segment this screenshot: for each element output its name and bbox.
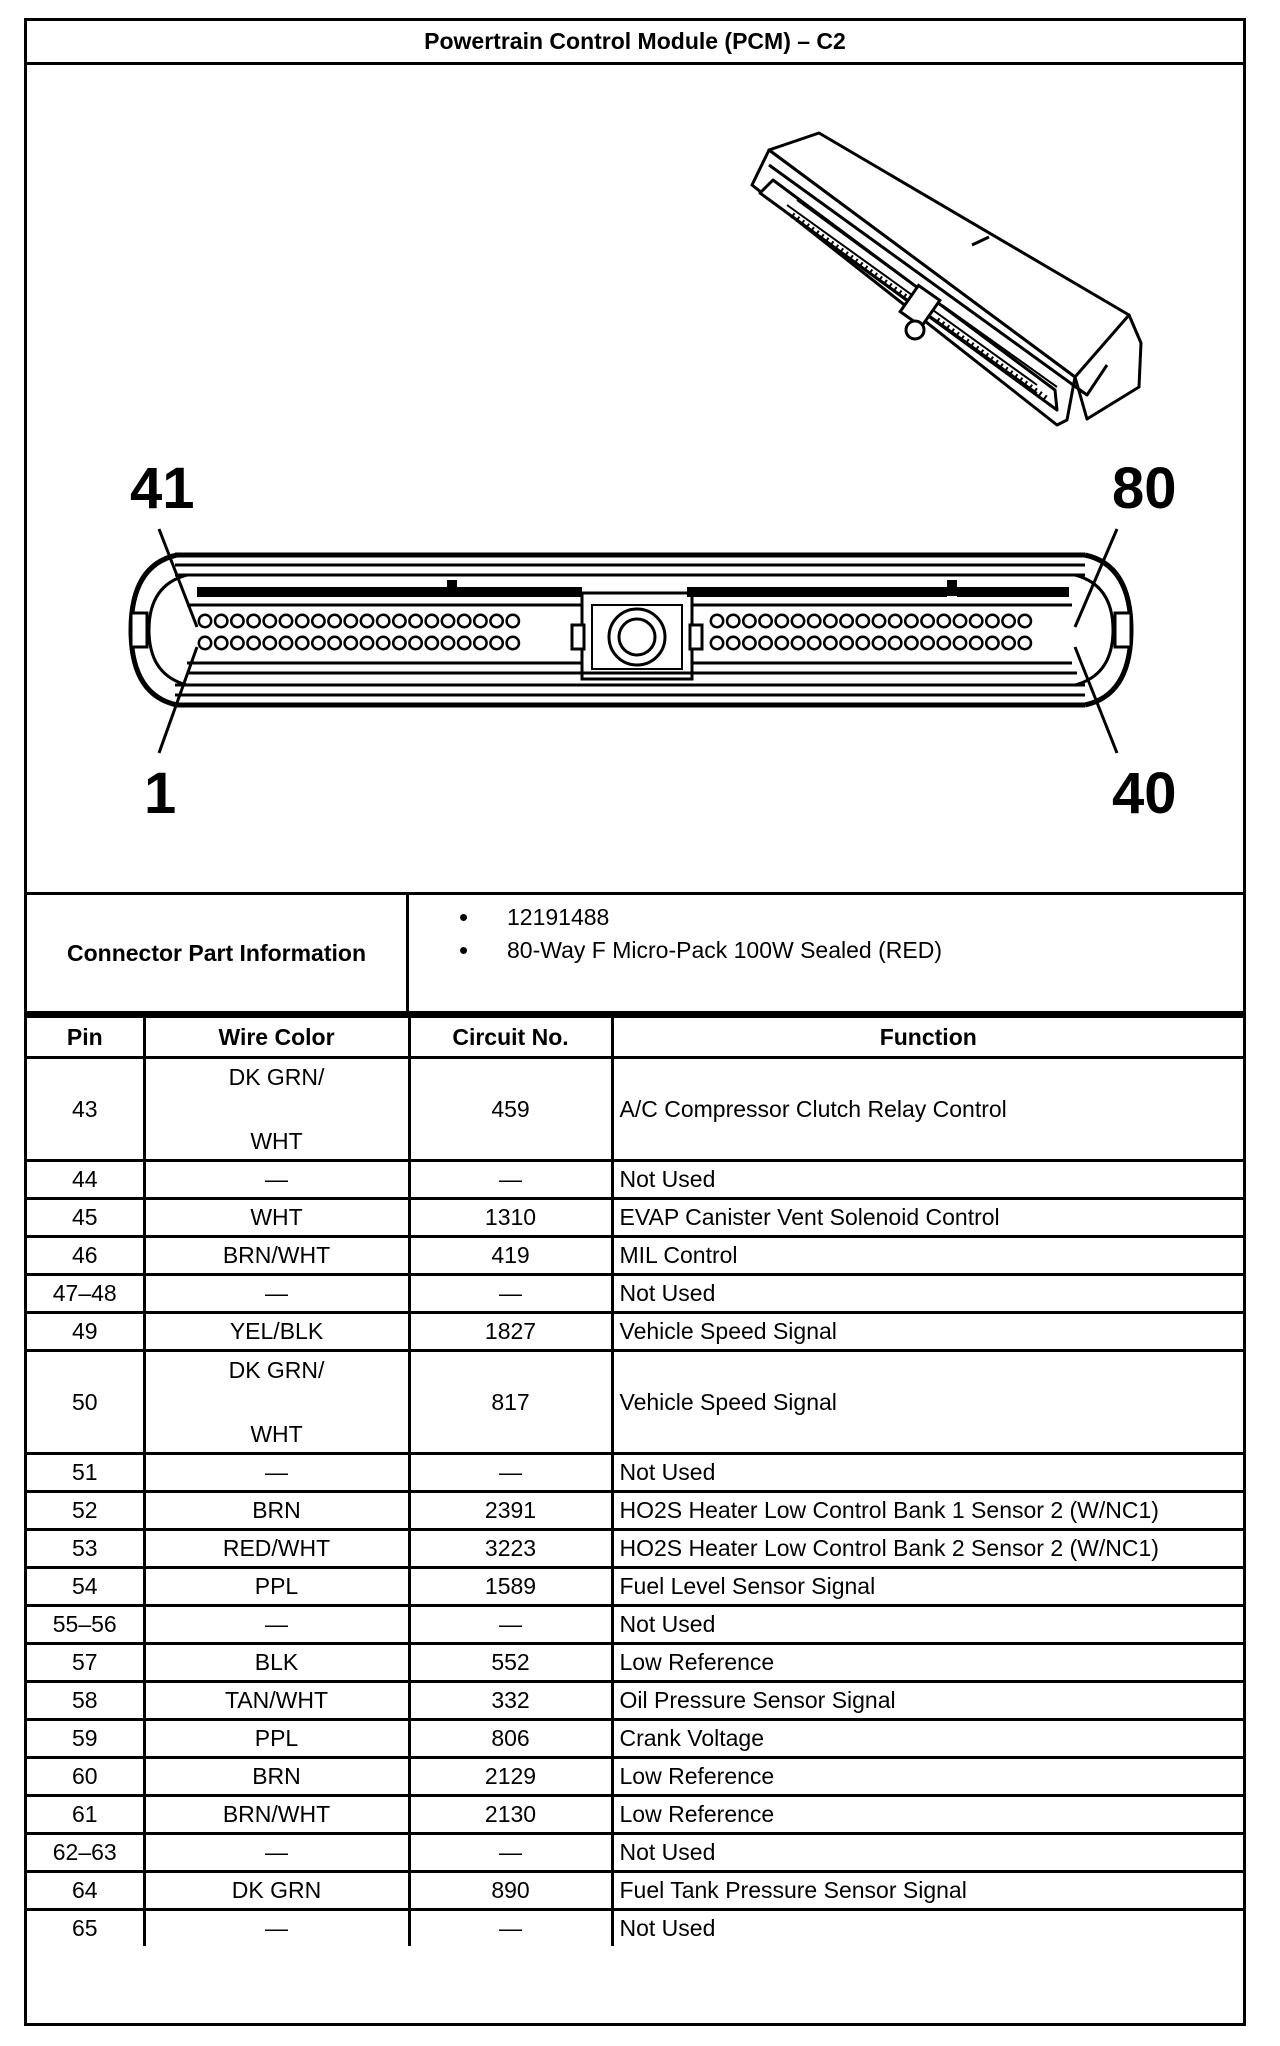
- pin-hole: [507, 637, 519, 649]
- pin-hole: [312, 615, 324, 627]
- pin-hole: [759, 637, 771, 649]
- pin-hole: [345, 637, 357, 649]
- pin-hole: [474, 615, 486, 627]
- table-header-row: [27, 1017, 1243, 1058]
- table-row: [27, 1275, 1243, 1313]
- pin-hole: [215, 637, 227, 649]
- pin-hole: [377, 615, 389, 627]
- pin-hole: [199, 637, 211, 649]
- circuit-cell: 1589: [409, 1568, 612, 1606]
- pin-hole: [199, 615, 211, 627]
- connector-face-drawing: [27, 65, 1249, 895]
- pin-cell: 47–48: [27, 1275, 144, 1313]
- function-cell: Crank Voltage: [612, 1720, 1243, 1758]
- pin-hole: [231, 637, 243, 649]
- wire-color-cell: BRN: [144, 1492, 409, 1530]
- pin-hole: [986, 615, 998, 627]
- function-cell: Low Reference: [612, 1644, 1243, 1682]
- pin-hole: [409, 615, 421, 627]
- pin-hole: [743, 615, 755, 627]
- wire-color-cell: DK GRN: [144, 1872, 409, 1910]
- table-row: [27, 1568, 1243, 1606]
- pin-hole: [808, 637, 820, 649]
- function-cell: Fuel Level Sensor Signal: [612, 1568, 1243, 1606]
- pin-hole: [938, 637, 950, 649]
- pin-hole: [905, 637, 917, 649]
- pin-hole: [442, 615, 454, 627]
- pin-hole: [215, 615, 227, 627]
- function-cell: HO2S Heater Low Control Bank 1 Sensor 2 (W/NC1): [612, 1492, 1243, 1530]
- pin-hole: [426, 615, 438, 627]
- circuit-cell: 2130: [409, 1796, 612, 1834]
- wire-color-cell: —: [144, 1161, 409, 1199]
- pin-cell: 64: [27, 1872, 144, 1910]
- circuit-cell: 817: [409, 1351, 612, 1454]
- wire-color-cell: WHT: [144, 1199, 409, 1237]
- pin-hole: [986, 637, 998, 649]
- function-cell: Not Used: [612, 1454, 1243, 1492]
- pin-hole: [921, 637, 933, 649]
- pin-hole: [840, 615, 852, 627]
- table-row: [27, 1351, 1243, 1454]
- function-cell: Low Reference: [612, 1796, 1243, 1834]
- pin-cell: 61: [27, 1796, 144, 1834]
- pin-hole: [776, 615, 788, 627]
- page-title: Powertrain Control Module (PCM) – C2: [27, 21, 1243, 65]
- pin-hole: [426, 637, 438, 649]
- pin-hole: [247, 637, 259, 649]
- pin-cell: 46: [27, 1237, 144, 1275]
- circuit-cell: 3223: [409, 1530, 612, 1568]
- pin-hole: [921, 615, 933, 627]
- header-function: Function: [612, 1017, 1243, 1058]
- circuit-cell: 890: [409, 1872, 612, 1910]
- pin-hole: [711, 615, 723, 627]
- pin-hole: [280, 637, 292, 649]
- pin-cell: 45: [27, 1199, 144, 1237]
- wire-color-cell: —: [144, 1275, 409, 1313]
- pin-hole: [970, 637, 982, 649]
- wire-color-cell: RED/WHT: [144, 1530, 409, 1568]
- pin-hole: [954, 637, 966, 649]
- pin-hole: [792, 615, 804, 627]
- pin-hole: [889, 615, 901, 627]
- pin-hole: [711, 637, 723, 649]
- pin-cell: 55–56: [27, 1606, 144, 1644]
- pin-hole: [231, 615, 243, 627]
- function-cell: Vehicle Speed Signal: [612, 1351, 1243, 1454]
- pin-cell: 65: [27, 1910, 144, 1947]
- function-cell: Not Used: [612, 1834, 1243, 1872]
- wire-color-cell: —: [144, 1606, 409, 1644]
- connector-info-list: [409, 901, 1243, 967]
- function-cell: Low Reference: [612, 1758, 1243, 1796]
- pin-hole: [280, 615, 292, 627]
- connector-info-label: Connector Part Information: [27, 895, 409, 1011]
- pin-cell: 54: [27, 1568, 144, 1606]
- wire-color-cell: —: [144, 1910, 409, 1947]
- wire-color-line-1: DK GRN/: [228, 1063, 325, 1090]
- table-row: [27, 1644, 1243, 1682]
- connector-part-number: • 12191488: [409, 901, 1243, 934]
- table-row: [27, 1237, 1243, 1275]
- table-row: [27, 1606, 1243, 1644]
- wire-color-cell: PPL: [144, 1720, 409, 1758]
- pin-hole: [1002, 615, 1014, 627]
- header-wire-color: Wire Color: [144, 1017, 409, 1058]
- wire-color-cell: YEL/BLK: [144, 1313, 409, 1351]
- circuit-cell: 1310: [409, 1199, 612, 1237]
- circuit-cell: 1827: [409, 1313, 612, 1351]
- pin-hole: [361, 615, 373, 627]
- table-row: [27, 1758, 1243, 1796]
- table-row: [27, 1161, 1243, 1199]
- table-row: [27, 1834, 1243, 1872]
- pin-hole: [264, 637, 276, 649]
- wire-color-cell: [144, 1058, 409, 1161]
- wire-color-cell: BRN: [144, 1758, 409, 1796]
- table-row: [27, 1199, 1243, 1237]
- circuit-cell: 2391: [409, 1492, 612, 1530]
- circuit-cell: 2129: [409, 1758, 612, 1796]
- pin-hole: [840, 637, 852, 649]
- circuit-cell: —: [409, 1606, 612, 1644]
- function-cell: Not Used: [612, 1275, 1243, 1313]
- circuit-cell: 332: [409, 1682, 612, 1720]
- wire-color-cell: PPL: [144, 1568, 409, 1606]
- function-cell: EVAP Canister Vent Solenoid Control: [612, 1199, 1243, 1237]
- header-pin: Pin: [27, 1017, 144, 1058]
- pin-hole: [393, 637, 405, 649]
- pin-hole: [312, 637, 324, 649]
- pin-cell: 60: [27, 1758, 144, 1796]
- pin-cell: 43: [27, 1058, 144, 1161]
- wire-color-cell: —: [144, 1454, 409, 1492]
- pin-hole: [264, 615, 276, 627]
- wire-color-line-2: WHT: [250, 1128, 303, 1154]
- pin-hole: [328, 637, 340, 649]
- wire-color-cell: [144, 1351, 409, 1454]
- pin-cell: 57: [27, 1644, 144, 1682]
- pin-hole: [1019, 637, 1031, 649]
- pin-cell: 50: [27, 1351, 144, 1454]
- pin-hole: [759, 615, 771, 627]
- table-row: [27, 1796, 1243, 1834]
- pin-hole: [458, 615, 470, 627]
- circuit-cell: —: [409, 1161, 612, 1199]
- function-cell: Not Used: [612, 1910, 1243, 1947]
- table-row: [27, 1720, 1243, 1758]
- connector-description: • 80-Way F Micro-Pack 100W Sealed (RED): [409, 934, 1243, 967]
- connector-sheet: [24, 18, 1246, 2026]
- connector-part-information: [27, 895, 1243, 1015]
- circuit-cell: 419: [409, 1237, 612, 1275]
- circuit-cell: —: [409, 1454, 612, 1492]
- wire-color-cell: —: [144, 1834, 409, 1872]
- function-cell: A/C Compressor Clutch Relay Control: [612, 1058, 1243, 1161]
- pin-hole: [824, 637, 836, 649]
- pin-hole: [954, 615, 966, 627]
- pin-label-80: 80: [1112, 456, 1177, 521]
- pin-cell: 53: [27, 1530, 144, 1568]
- connector-figure: [27, 65, 1243, 895]
- pin-hole: [808, 615, 820, 627]
- pin-hole: [328, 615, 340, 627]
- function-cell: Not Used: [612, 1161, 1243, 1199]
- table-row: [27, 1682, 1243, 1720]
- circuit-cell: —: [409, 1834, 612, 1872]
- table-row: [27, 1910, 1243, 1947]
- circuit-cell: 806: [409, 1720, 612, 1758]
- pin-hole: [889, 637, 901, 649]
- function-cell: Not Used: [612, 1606, 1243, 1644]
- wire-color-cell: TAN/WHT: [144, 1682, 409, 1720]
- table-row: [27, 1454, 1243, 1492]
- table-row: [27, 1872, 1243, 1910]
- pin-hole: [377, 637, 389, 649]
- pin-hole: [857, 615, 869, 627]
- pin-hole: [507, 615, 519, 627]
- pin-label-1: 1: [144, 761, 177, 826]
- pin-hole: [727, 615, 739, 627]
- pin-hole: [442, 637, 454, 649]
- function-cell: MIL Control: [612, 1237, 1243, 1275]
- function-cell: HO2S Heater Low Control Bank 2 Sensor 2 (W/NC1): [612, 1530, 1243, 1568]
- function-cell: Fuel Tank Pressure Sensor Signal: [612, 1872, 1243, 1910]
- pin-hole: [824, 615, 836, 627]
- pin-hole: [873, 615, 885, 627]
- function-cell: Oil Pressure Sensor Signal: [612, 1682, 1243, 1720]
- circuit-cell: 459: [409, 1058, 612, 1161]
- wire-color-line-2: WHT: [250, 1421, 303, 1447]
- pin-hole: [792, 637, 804, 649]
- pin-label-40: 40: [1112, 761, 1177, 826]
- wire-color-cell: BRN/WHT: [144, 1796, 409, 1834]
- pin-cell: 44: [27, 1161, 144, 1199]
- pin-hole: [1002, 637, 1014, 649]
- pin-cell: 52: [27, 1492, 144, 1530]
- pin-hole: [970, 615, 982, 627]
- circuit-cell: —: [409, 1910, 612, 1947]
- pin-hole: [296, 615, 308, 627]
- table-row: [27, 1058, 1243, 1161]
- pin-hole: [409, 637, 421, 649]
- pin-hole: [361, 637, 373, 649]
- pin-hole: [857, 637, 869, 649]
- pin-hole: [345, 615, 357, 627]
- pin-cell: 59: [27, 1720, 144, 1758]
- header-circuit-no: Circuit No.: [409, 1017, 612, 1058]
- table-row: [27, 1530, 1243, 1568]
- pin-cell: 58: [27, 1682, 144, 1720]
- circuit-cell: —: [409, 1275, 612, 1313]
- table-row: [27, 1492, 1243, 1530]
- pin-cell: 62–63: [27, 1834, 144, 1872]
- pin-cell: 51: [27, 1454, 144, 1492]
- pinout-table: [27, 1015, 1243, 1946]
- pin-label-41: 41: [130, 456, 195, 521]
- wire-color-cell: BLK: [144, 1644, 409, 1682]
- pin-hole: [743, 637, 755, 649]
- pin-hole: [393, 615, 405, 627]
- pin-hole: [873, 637, 885, 649]
- pin-hole: [490, 615, 502, 627]
- pin-hole: [247, 615, 259, 627]
- pin-hole: [776, 637, 788, 649]
- pin-hole: [905, 615, 917, 627]
- pin-hole: [1019, 615, 1031, 627]
- pin-cell: 49: [27, 1313, 144, 1351]
- pin-hole: [474, 637, 486, 649]
- pin-hole: [938, 615, 950, 627]
- pin-hole: [458, 637, 470, 649]
- pin-hole: [296, 637, 308, 649]
- wire-color-line-1: DK GRN/: [228, 1356, 325, 1383]
- wire-color-cell: BRN/WHT: [144, 1237, 409, 1275]
- circuit-cell: 552: [409, 1644, 612, 1682]
- pin-hole: [490, 637, 502, 649]
- table-row: [27, 1313, 1243, 1351]
- function-cell: Vehicle Speed Signal: [612, 1313, 1243, 1351]
- pin-hole: [727, 637, 739, 649]
